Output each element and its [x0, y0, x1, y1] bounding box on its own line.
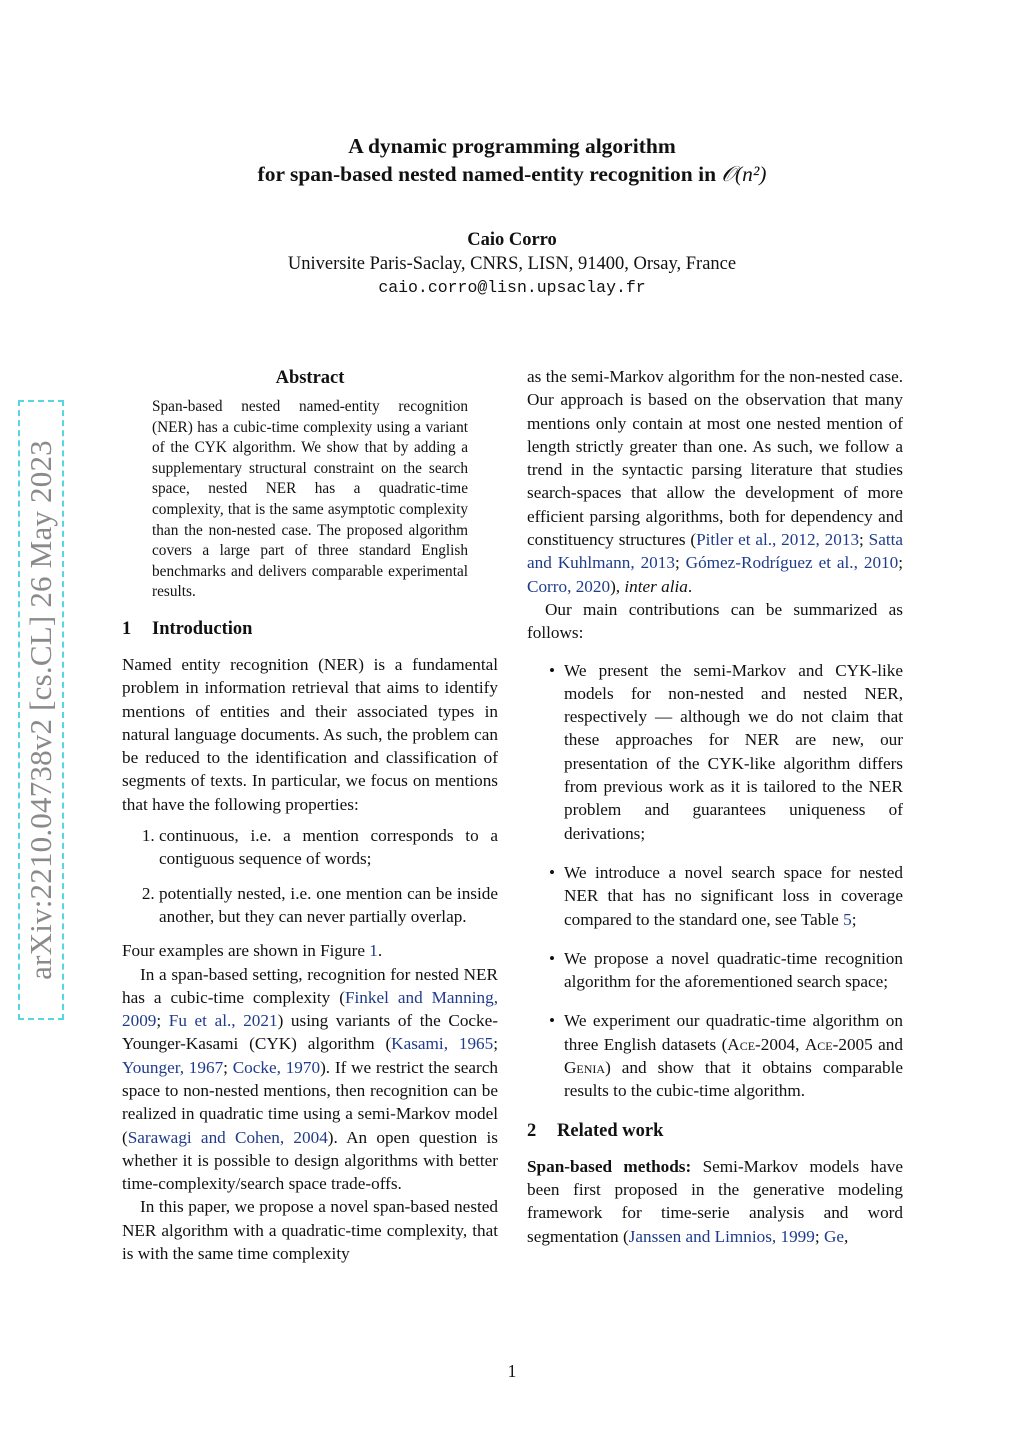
citation-year: 1970	[285, 1057, 321, 1077]
related-paragraph-1: Span-based methods: Semi-Markov models have been first proposed in the generative modeling framework for time-serie analysis and word segmentation (Janssen and Limnios, 1999; Ge,	[527, 1156, 903, 1246]
text-span: In a span-based setting, recognition for nested NER has a cubic-time complexity (	[122, 964, 498, 1007]
citation[interactable]: Finkel and Manning, 2009	[122, 987, 498, 1031]
citation-author: Cocke	[232, 1057, 277, 1077]
citation[interactable]: Janssen and Limnios, 1999	[628, 1226, 815, 1246]
section-title: Introduction	[152, 618, 253, 639]
text-span: ) using variants of the Cocke-Younger-Kasami (CYK) algorithm (	[122, 1011, 499, 1054]
citation-author: Fu et al.	[168, 1011, 232, 1031]
text-span-italic: inter alia	[624, 576, 688, 596]
intro-paragraph-5: Our main contributions can be summarized as follows:	[527, 599, 903, 643]
citation[interactable]: Corro, 2020	[527, 576, 611, 596]
dataset-name: Genia	[564, 1058, 606, 1078]
citation-author: Finkel and Manning	[344, 987, 494, 1007]
citation[interactable]: Fu et al., 2021	[168, 1011, 278, 1031]
citation-year: 2010	[863, 553, 899, 573]
text-span: ;	[851, 909, 857, 929]
section-number: 1	[122, 618, 132, 639]
citation-year: 2013	[824, 530, 860, 550]
citation-author: Gómez-Rodríguez et al.	[685, 553, 854, 573]
citation[interactable]: Sarawagi and Cohen, 2004	[127, 1127, 328, 1147]
section-number: 2	[527, 1120, 537, 1141]
title-line-2	[0, 160, 1024, 188]
contributions-list	[527, 659, 903, 1103]
citation-year: 2020	[575, 576, 611, 596]
citation-author: Satta and Kuhlmann	[527, 530, 904, 573]
citation-author: Ge	[823, 1226, 844, 1246]
list-item: 2. potentially nested, i.e. one mention can be inside another, but they can never partially overlap.	[159, 882, 498, 929]
citation[interactable]	[824, 1227, 844, 1246]
text-span: ) and show that it obtains comparable results to the cubic-time algorithm.	[564, 1058, 903, 1101]
section-heading-related-work	[527, 1119, 903, 1143]
properties-list	[122, 824, 498, 928]
citation-year: 2012	[781, 530, 816, 550]
text-span: as the semi-Markov algorithm for the non-nested case. Our approach is based on the observation that many mentions only contain at most one nested mention of length strictly greater than one. As such, we follow a trend in the syntactic parsing literature that studies search-spaces that allow the development of more efficient parsing algorithms, both for dependency and constituency structures (	[527, 367, 903, 550]
text-span: .	[687, 576, 693, 596]
citation-author: Pitler et al.	[696, 530, 773, 550]
page-number: 1	[507, 1361, 517, 1381]
citation-author: Kasami	[391, 1034, 444, 1054]
text-span: We experiment our quadratic-time algorithm on three English datasets (	[564, 1011, 903, 1054]
left-column	[122, 365, 498, 1265]
text-span: -2004,	[755, 1034, 805, 1054]
dataset-name: Ace	[727, 1034, 756, 1054]
list-item: • We propose a novel quadratic-time recognition algorithm for the aforementioned search space;	[564, 947, 903, 994]
title-line-2-text: for span-based nested named-entity recognition in	[257, 162, 722, 186]
text-span: ,	[843, 1226, 849, 1246]
right-column	[527, 365, 903, 1248]
citation-author: Corro	[527, 576, 568, 596]
author-block	[0, 228, 1024, 300]
citation-author: Younger	[122, 1057, 180, 1077]
citation[interactable]: Gómez-Rodríguez et al., 2010	[685, 553, 899, 573]
text-span: -2005 and	[832, 1034, 903, 1054]
list-item: • We present the semi-Markov and CYK-like models for non-nested and nested NER, respectively — although we do not claim that these approaches for NER are new, our presentation of the CYK-like algorithm differs from previous work as it is tailored to the NER problem and guarantees uniqueness of derivations;	[564, 659, 903, 845]
title-complexity: 𝒪(n²)	[721, 162, 767, 186]
citation-year: 2004	[293, 1127, 328, 1147]
citation-year: 1999	[780, 1226, 815, 1246]
citation[interactable]: Kasami, 1965	[391, 1034, 494, 1054]
text-span: ). An open question is whether it is possible to design algorithms with better time-complexity/search space trade-offs.	[122, 1127, 498, 1194]
intro-paragraph-4-continued: as the semi-Markov algorithm for the non-nested case. Our approach is based on the observation that many mentions only contain at most one nested mention of length strictly greater than one. As such, we follow a trend in the syntactic parsing literature that studies search-spaces that allow the development of more efficient parsing algorithms, both for dependency and constituency structures (Pitler et al., 2012, 2013; Satta and Kuhlmann, 2013; Gómez-Rodríguez et al., 2010; Corro, 2020), inter alia.	[527, 367, 904, 596]
abstract-heading: Abstract	[275, 368, 345, 388]
citation-year: 2021	[243, 1011, 278, 1031]
citation[interactable]: Satta and Kuhlmann, 2013	[527, 530, 904, 573]
text-span: Four examples are shown in Figure	[122, 941, 370, 961]
list-item	[564, 861, 903, 931]
list-item	[564, 1009, 903, 1102]
citation-year: 2009	[122, 1011, 157, 1031]
text-span: ). If we restrict the search space to non-nested mentions, then recognition can be realized in quadratic time using a semi-Markov model (	[122, 1057, 499, 1147]
title-line-1: A dynamic programming algorithm	[348, 134, 676, 158]
citation-year: 2013	[640, 553, 675, 573]
section-title: Related work	[557, 1120, 664, 1141]
citation[interactable]: Younger, 1967	[122, 1057, 224, 1077]
figure-ref[interactable]: 1	[369, 941, 378, 961]
intro-paragraph-4: In this paper, we propose a novel span-based nested NER algorithm with a quadratic-time complexity, that is with the same time complexity	[122, 1197, 498, 1264]
author-name: Caio Corro	[467, 230, 557, 250]
intro-paragraph-1: Named entity recognition (NER) is a fundamental problem in information retrieval that aims to identify mentions of entities and their associated types in natural language documents. As such, the problem can be reduced to the identification and classification of segments of texts. In particular, we focus on mentions that have the following properties:	[122, 654, 498, 814]
dataset-name: Ace	[804, 1034, 833, 1054]
citation-author: Sarawagi and Cohen	[127, 1127, 280, 1147]
intro-paragraph-3: In a span-based setting, recognition for nested NER has a cubic-time complexity (Finkel and Manning, 2009; Fu et al., 2021) using variants of the Cocke-Younger-Kasami (CYK) algorithm (Kasami, 1965; Younger, 1967; Cocke, 1970). If we restrict the search space to non-nested mentions, then recognition can be realized in quadratic time using a semi-Markov model (Sarawagi and Cohen, 2004). An open question is whether it is possible to design algorithms with better time-complexity/search space trade-offs.	[122, 964, 499, 1194]
section-heading-introduction	[122, 617, 498, 641]
arxiv-stamp-text: arXiv:2210.04738v2 [cs.CL] 26 May 2023	[23, 440, 58, 980]
paper-title	[0, 132, 1024, 188]
citation[interactable]: Cocke, 1970	[232, 1057, 321, 1077]
text-span: Semi-Markov models have been first proposed in the generative modeling framework for time-serie analysis and word segmentation (	[527, 1156, 903, 1246]
table-ref[interactable]: 5	[843, 909, 852, 929]
citation-year: 1967	[188, 1057, 224, 1077]
citation-author: Janssen and Limnios	[628, 1226, 772, 1246]
arxiv-stamp	[18, 400, 64, 1020]
text-span: .	[377, 941, 383, 961]
text-span: ),	[610, 576, 625, 596]
citation[interactable]: Pitler et al., 2012, 2013	[696, 530, 860, 550]
abstract-text: Span-based nested named-entity recognition (NER) has a cubic-time complexity using a variant of the CYK algorithm. We show that by adding a supplementary structural constraint on the search space, nested NER has a quadratic-time complexity, that is the same asymptotic complexity than the non-nested case. The proposed algorithm covers a large part of three standard English benchmarks and delivers comparable experimental results.	[152, 398, 468, 601]
citation-year: 1965	[458, 1034, 494, 1054]
author-email[interactable]: caio.corro@lisn.upsaclay.fr	[378, 278, 646, 297]
paragraph-lead: Span-based methods:	[527, 1156, 692, 1176]
text-span: We introduce a novel search space for nested NER that has no significant loss in coverage compared to the standard one, see Table	[564, 862, 903, 929]
intro-paragraph-2	[122, 939, 498, 962]
list-item: 1. continuous, i.e. a mention corresponds to a contiguous sequence of words;	[159, 824, 498, 871]
author-affiliation: Universite Paris-Saclay, CNRS, LISN, 91400, Orsay, France	[287, 254, 737, 274]
